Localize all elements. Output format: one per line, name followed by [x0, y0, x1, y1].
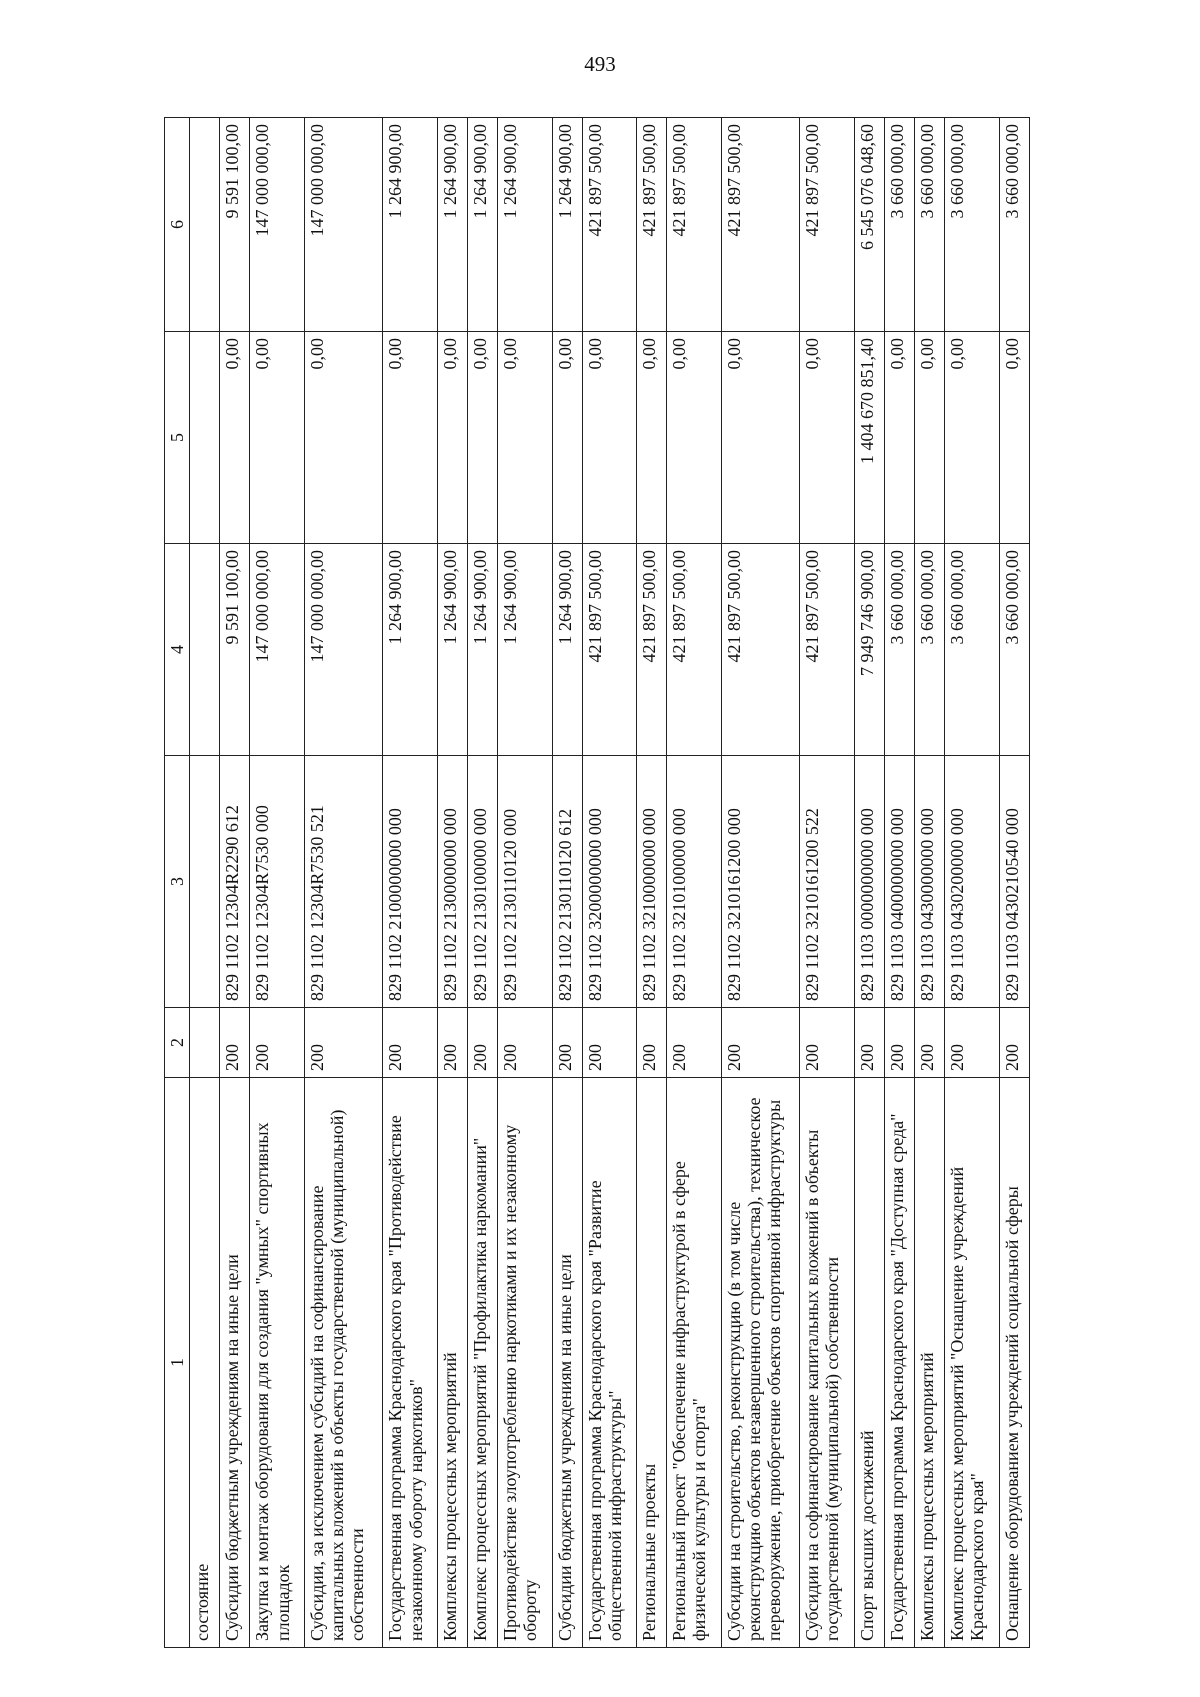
item-name-cell: Государственная программа Краснодарского края "Доступная среда" [884, 1078, 914, 1648]
table-row [884, 118, 914, 1648]
amount-col6-cell: 3 660 000,00 [915, 118, 945, 332]
table-row [854, 118, 884, 1648]
column-header: 4 [165, 544, 190, 756]
amount-col5-cell: 0,00 [552, 332, 582, 544]
amount-col6-cell: 3 660 000,00 [945, 118, 999, 332]
amount-col4-cell: 3 660 000,00 [884, 544, 914, 756]
item-name-cell: Субсидии бюджетным учреждениям на иные цели [552, 1078, 582, 1648]
table-row [552, 118, 582, 1648]
amount-col5-cell [190, 332, 220, 544]
kbk-code-cell: 829 1102 3210000000 000 [637, 756, 667, 1008]
kbk-code-cell: 829 1103 0400000000 000 [884, 756, 914, 1008]
amount-col4-cell [190, 544, 220, 756]
code-cell: 200 [637, 1008, 667, 1078]
code-cell: 200 [667, 1008, 721, 1078]
kbk-code-cell: 829 1103 0000000000 000 [854, 756, 884, 1008]
code-cell: 200 [552, 1008, 582, 1078]
item-name-cell: Комплексы процессных мероприятий [437, 1078, 467, 1648]
code-cell: 200 [999, 1008, 1029, 1078]
item-name-cell: состояние [190, 1078, 220, 1648]
amount-col5-cell: 0,00 [667, 332, 721, 544]
amount-col6-cell: 421 897 500,00 [582, 118, 636, 332]
table-header-row [165, 118, 190, 1648]
amount-col4-cell: 1 264 900,00 [437, 544, 467, 756]
amount-col6-cell: 1 264 900,00 [383, 118, 437, 332]
item-name-cell: Региональный проект "Обеспечение инфраструктурой в сфере физической культуры и спорта" [667, 1078, 721, 1648]
code-cell: 200 [250, 1008, 304, 1078]
table-row [915, 118, 945, 1648]
amount-col6-cell: 421 897 500,00 [721, 118, 800, 332]
table-row [467, 118, 497, 1648]
amount-col5-cell: 0,00 [498, 332, 552, 544]
kbk-code-cell: 829 1102 12304R2290 612 [220, 756, 250, 1008]
code-cell: 200 [498, 1008, 552, 1078]
amount-col5-cell: 0,00 [250, 332, 304, 544]
amount-col4-cell: 421 897 500,00 [637, 544, 667, 756]
table-row [250, 118, 304, 1648]
kbk-code-cell: 829 1102 3210161200 000 [721, 756, 800, 1008]
amount-col6-cell: 147 000 000,00 [304, 118, 383, 332]
code-cell: 200 [437, 1008, 467, 1078]
table-row [498, 118, 552, 1648]
kbk-code-cell: 829 1102 2130110120 612 [552, 756, 582, 1008]
column-header: 5 [165, 332, 190, 544]
amount-col6-cell: 3 660 000,00 [884, 118, 914, 332]
amount-col6-cell: 147 000 000,00 [250, 118, 304, 332]
amount-col6-cell: 9 591 100,00 [220, 118, 250, 332]
kbk-code-cell: 829 1102 2130110120 000 [498, 756, 552, 1008]
amount-col6-cell: 1 264 900,00 [498, 118, 552, 332]
amount-col5-cell: 0,00 [884, 332, 914, 544]
amount-col5-cell: 0,00 [999, 332, 1029, 544]
amount-col5-cell: 0,00 [915, 332, 945, 544]
table-row [582, 118, 636, 1648]
table-row [721, 118, 800, 1648]
table-row [383, 118, 437, 1648]
kbk-code-cell: 829 1102 3210161200 522 [800, 756, 854, 1008]
amount-col4-cell: 3 660 000,00 [999, 544, 1029, 756]
amount-col6-cell [190, 118, 220, 332]
amount-col4-cell: 7 949 746 900,00 [854, 544, 884, 756]
item-name-cell: Противодействие злоупотреблению наркотиками и их незаконному обороту [498, 1078, 552, 1648]
page-number: 493 [584, 52, 616, 76]
item-name-cell: Государственная программа Краснодарского края "Развитие общественной инфраструктуры" [582, 1078, 636, 1648]
item-name-cell: Региональные проекты [637, 1078, 667, 1648]
budget-table [164, 117, 1030, 1648]
table-row [667, 118, 721, 1648]
amount-col6-cell: 1 264 900,00 [552, 118, 582, 332]
kbk-code-cell [190, 756, 220, 1008]
amount-col4-cell: 421 897 500,00 [721, 544, 800, 756]
kbk-code-cell: 829 1103 0430200000 000 [945, 756, 999, 1008]
kbk-code-cell: 829 1103 0430000000 000 [915, 756, 945, 1008]
table-row [637, 118, 667, 1648]
rotated-table-container [164, 118, 1030, 1648]
amount-col6-cell: 6 545 076 048,60 [854, 118, 884, 332]
amount-col6-cell: 1 264 900,00 [437, 118, 467, 332]
table-row [800, 118, 854, 1648]
item-name-cell: Субсидии на строительство, реконструкцию (в том числе реконструкцию объектов незавершенного строительства), техническое перевооружение, приобретение объектов спортивной инфраструктуры [721, 1078, 800, 1648]
code-cell: 200 [304, 1008, 383, 1078]
amount-col5-cell: 0,00 [800, 332, 854, 544]
kbk-code-cell: 829 1102 2130100000 000 [467, 756, 497, 1008]
column-header: 1 [165, 1078, 190, 1648]
item-name-cell: Субсидии бюджетным учреждениям на иные цели [220, 1078, 250, 1648]
item-name-cell: Оснащение оборудованием учреждений социальной сферы [999, 1078, 1029, 1648]
amount-col6-cell: 421 897 500,00 [667, 118, 721, 332]
table-row [437, 118, 467, 1648]
item-name-cell: Комплексы процессных мероприятий [915, 1078, 945, 1648]
amount-col5-cell: 0,00 [637, 332, 667, 544]
amount-col4-cell: 3 660 000,00 [915, 544, 945, 756]
amount-col4-cell: 421 897 500,00 [800, 544, 854, 756]
amount-col4-cell: 421 897 500,00 [667, 544, 721, 756]
amount-col4-cell: 1 264 900,00 [467, 544, 497, 756]
amount-col5-cell: 0,00 [467, 332, 497, 544]
column-header: 2 [165, 1008, 190, 1078]
item-name-cell: Субсидии, за исключением субсидий на софинансирование капитальных вложений в объекты государственной (муниципальной) собственности [304, 1078, 383, 1648]
amount-col4-cell: 1 264 900,00 [498, 544, 552, 756]
kbk-code-cell: 829 1102 12304R7530 521 [304, 756, 383, 1008]
code-cell [190, 1008, 220, 1078]
item-name-cell: Закупка и монтаж оборудования для создания "умных" спортивных площадок [250, 1078, 304, 1648]
item-name-cell: Субсидии на софинансирование капитальных вложений в объекты государственной (муниципальной) собственности [800, 1078, 854, 1648]
table-row [304, 118, 383, 1648]
code-cell: 200 [800, 1008, 854, 1078]
amount-col4-cell: 9 591 100,00 [220, 544, 250, 756]
code-cell: 200 [383, 1008, 437, 1078]
amount-col5-cell: 0,00 [437, 332, 467, 544]
amount-col4-cell: 147 000 000,00 [250, 544, 304, 756]
column-header: 3 [165, 756, 190, 1008]
kbk-code-cell: 829 1102 12304R7530 000 [250, 756, 304, 1008]
kbk-code-cell: 829 1103 0430210540 000 [999, 756, 1029, 1008]
table-row [220, 118, 250, 1648]
code-cell: 200 [915, 1008, 945, 1078]
kbk-code-cell: 829 1102 3210100000 000 [667, 756, 721, 1008]
table-row [945, 118, 999, 1648]
code-cell: 200 [582, 1008, 636, 1078]
code-cell: 200 [220, 1008, 250, 1078]
item-name-cell: Спорт высших достижений [854, 1078, 884, 1648]
amount-col6-cell: 421 897 500,00 [637, 118, 667, 332]
amount-col5-cell: 0,00 [383, 332, 437, 544]
code-cell: 200 [854, 1008, 884, 1078]
amount-col5-cell: 0,00 [582, 332, 636, 544]
table-body [190, 118, 1030, 1648]
amount-col6-cell: 1 264 900,00 [467, 118, 497, 332]
amount-col4-cell: 1 264 900,00 [383, 544, 437, 756]
amount-col5-cell: 0,00 [721, 332, 800, 544]
code-cell: 200 [721, 1008, 800, 1078]
amount-col4-cell: 1 264 900,00 [552, 544, 582, 756]
amount-col6-cell: 3 660 000,00 [999, 118, 1029, 332]
item-name-cell: Комплекс процессных мероприятий "Оснащение учреждений Краснодарского края" [945, 1078, 999, 1648]
amount-col5-cell: 1 404 670 851,40 [854, 332, 884, 544]
amount-col4-cell: 147 000 000,00 [304, 544, 383, 756]
table-row [999, 118, 1029, 1648]
amount-col5-cell: 0,00 [945, 332, 999, 544]
kbk-code-cell: 829 1102 3200000000 000 [582, 756, 636, 1008]
code-cell: 200 [884, 1008, 914, 1078]
amount-col4-cell: 3 660 000,00 [945, 544, 999, 756]
item-name-cell: Комплекс процессных мероприятий "Профилактика наркомании" [467, 1078, 497, 1648]
item-name-cell: Государственная программа Краснодарского края "Противодействие незаконному обороту наркотиков" [383, 1078, 437, 1648]
amount-col4-cell: 421 897 500,00 [582, 544, 636, 756]
amount-col5-cell: 0,00 [304, 332, 383, 544]
amount-col5-cell: 0,00 [220, 332, 250, 544]
amount-col6-cell: 421 897 500,00 [800, 118, 854, 332]
rotated-table-area [164, 118, 1030, 1648]
kbk-code-cell: 829 1102 2130000000 000 [437, 756, 467, 1008]
column-header: 6 [165, 118, 190, 332]
table-row [190, 118, 220, 1648]
code-cell: 200 [467, 1008, 497, 1078]
kbk-code-cell: 829 1102 2100000000 000 [383, 756, 437, 1008]
code-cell: 200 [945, 1008, 999, 1078]
